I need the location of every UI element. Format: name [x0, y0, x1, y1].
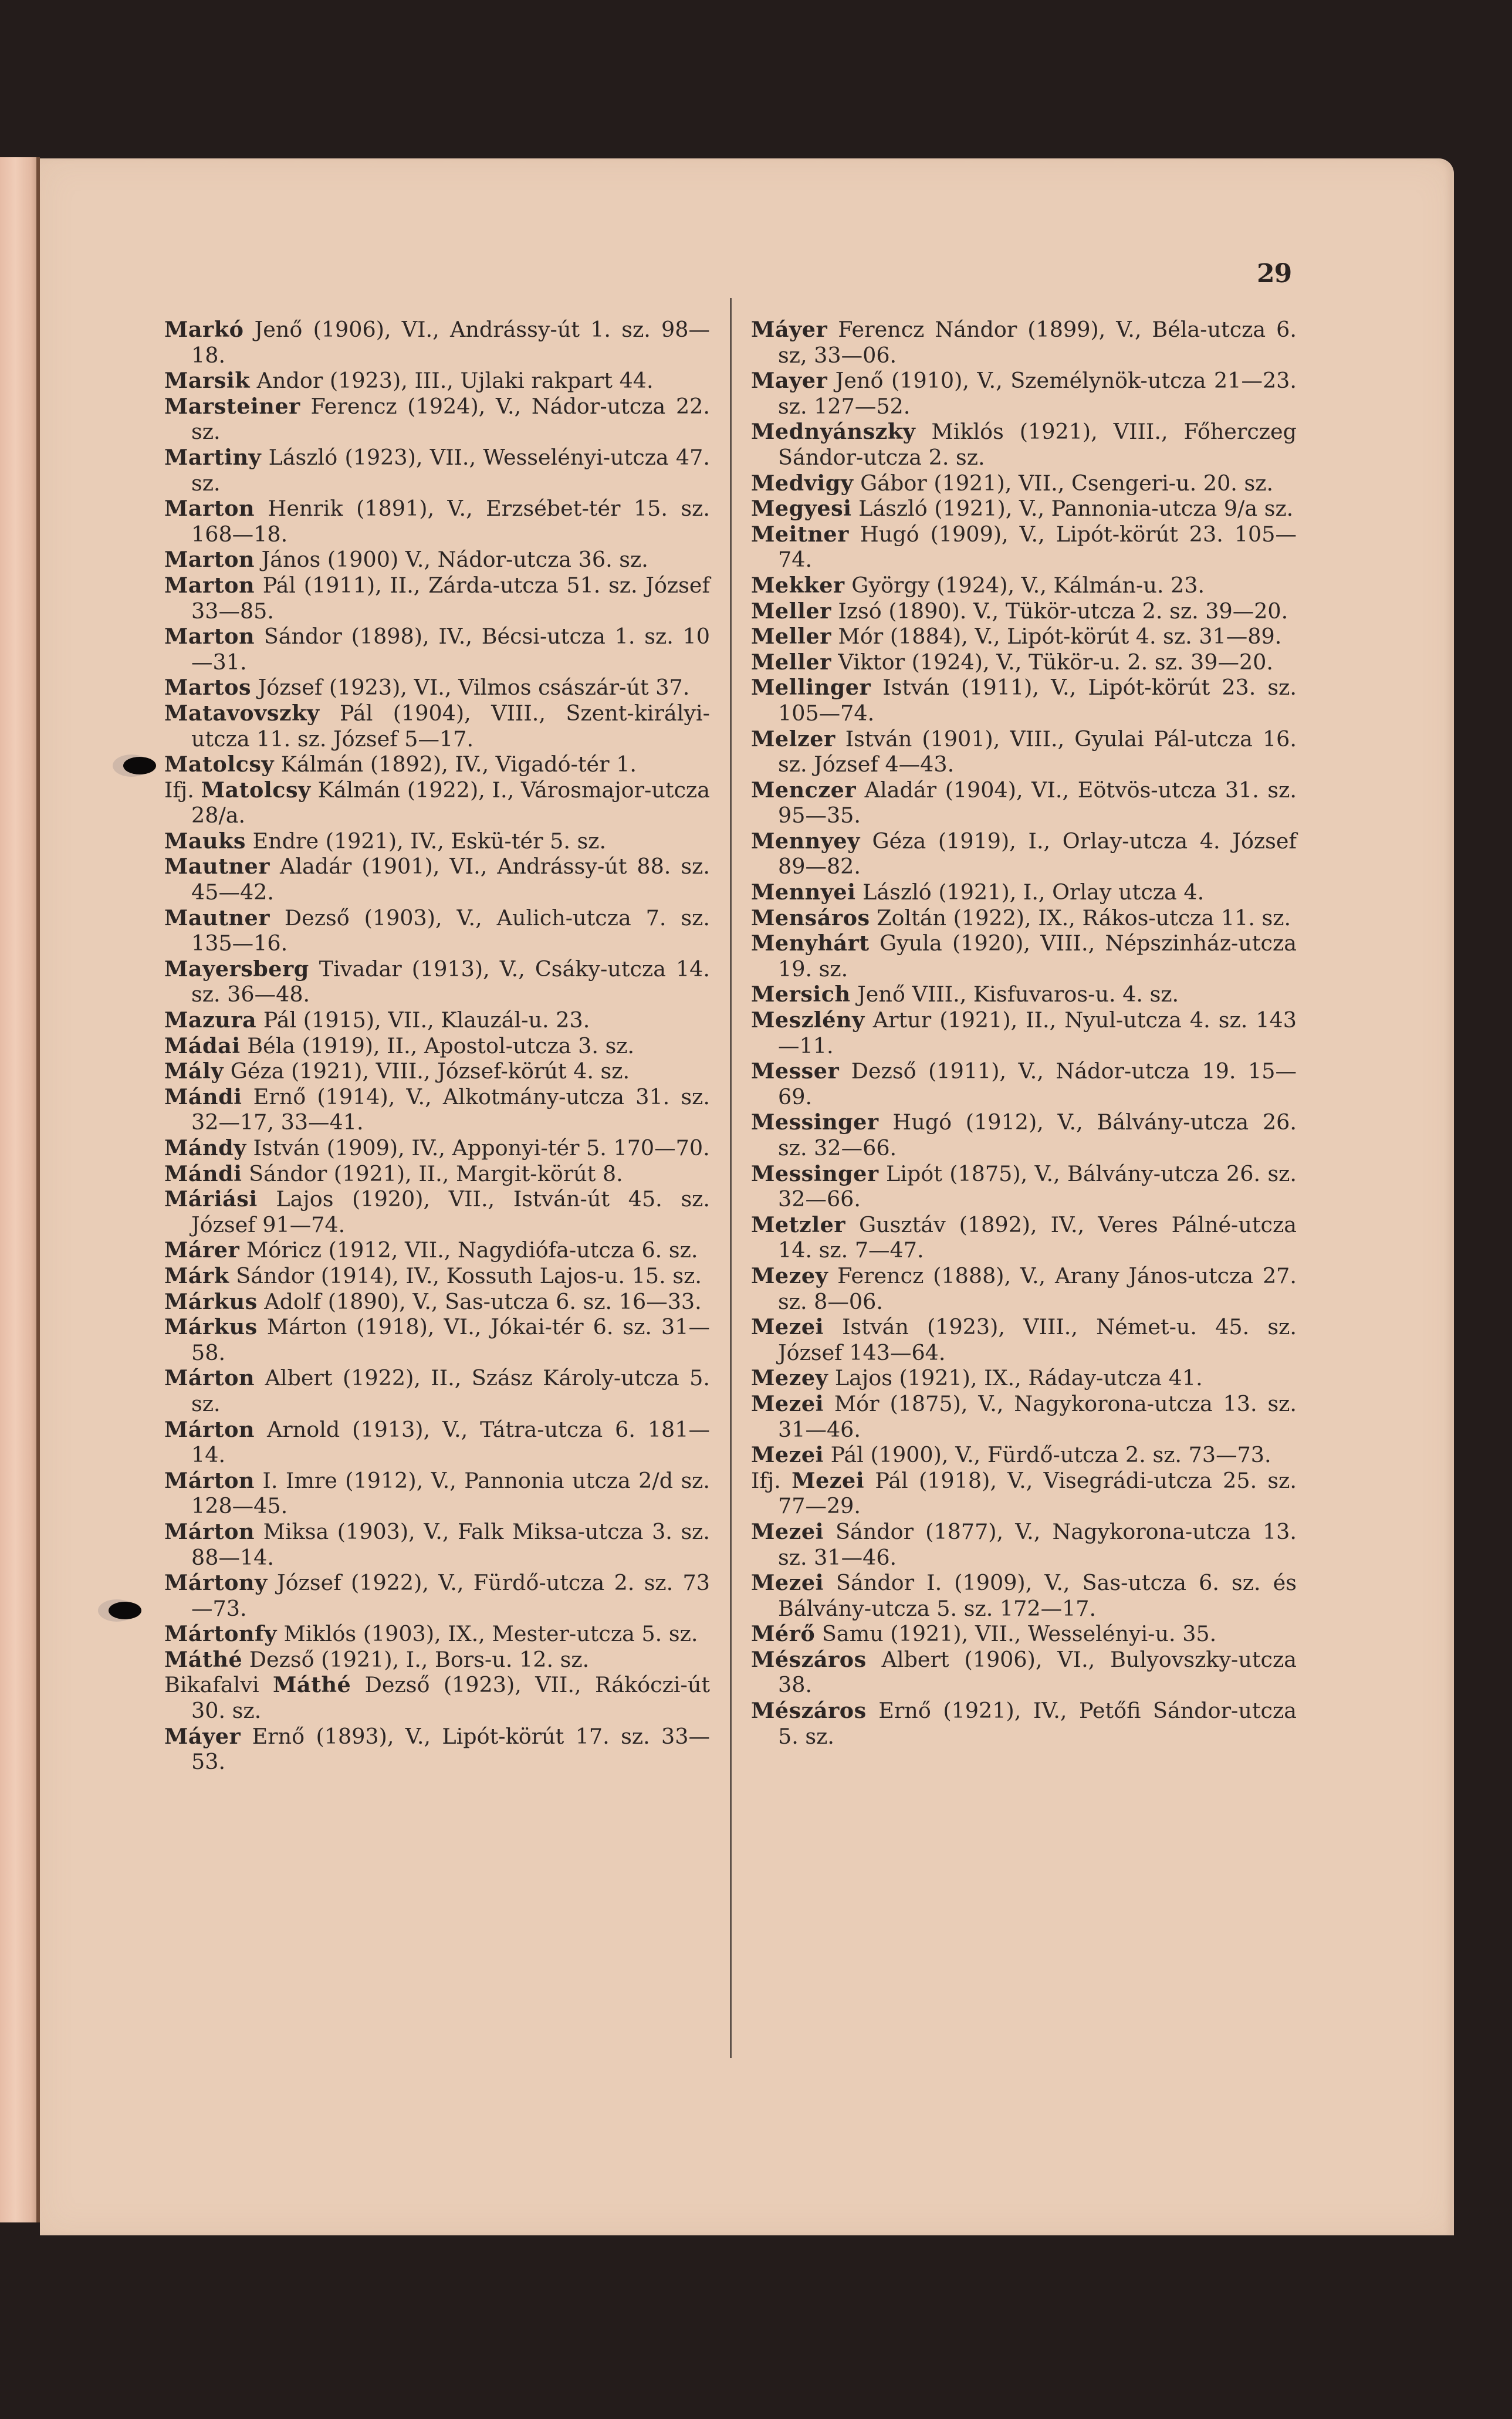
entry-details: Albert (1922), II., Szász Károly-utcza 5. sz. [191, 1365, 711, 1416]
entry-details: Ernő (1914), V., Alkotmány-utcza 31. sz. 32—17, 33—41. [191, 1084, 710, 1135]
entry-details: Kálmán (1892), IV., Vigadó-tér 1. [280, 752, 637, 777]
entry-details: Samu (1921), VII., Wesselényi-u. 35. [821, 1621, 1217, 1647]
directory-entry [164, 1519, 710, 1570]
entry-surname: Mensáros [751, 905, 870, 931]
entry-details: Miklós (1921), VIII., Főherczeg Sándor-utcza 2. sz. [778, 419, 1297, 470]
directory-entry [751, 522, 1297, 573]
entry-details: Dezső (1923), VII., Rákóczi-út 30. sz. [191, 1672, 711, 1724]
entry-details: István (1901), VIII., Gyulai Pál-utcza 16. sz. József 4—43. [778, 726, 1297, 777]
entry-surname: Mautner [164, 905, 270, 931]
entry-surname: Mándy [164, 1135, 246, 1161]
entry-details: Sándor I. (1909), V., Sas-utcza 6. sz. és Bálvány-utcza 5. sz. 172—17. [778, 1570, 1297, 1621]
directory-entry [164, 1314, 710, 1365]
directory-entry [751, 1263, 1297, 1314]
entry-details: László (1923), VII., Wesselényi-utcza 47. sz. [191, 444, 710, 496]
entry-surname: Mártony [164, 1570, 268, 1596]
entry-surname: Mezey [751, 1263, 828, 1288]
directory-entry [164, 905, 710, 956]
entry-surname: Mészáros [751, 1646, 867, 1672]
directory-entry [751, 879, 1297, 905]
entry-details: Artur (1921), II., Nyul-utcza 4. sz. 143—11. [778, 1007, 1297, 1058]
entry-surname: Mészáros [751, 1698, 867, 1724]
entry-details: Aladár (1901), VI., Andrássy-út 88. sz. 45—42. [191, 854, 710, 905]
entry-details: József (1923), VI., Vilmos császár-út 37. [258, 675, 690, 701]
binding-hole-top [123, 757, 156, 774]
entry-surname: Máriási [164, 1186, 258, 1212]
entry-details: Ferencz (1888), V., Arany János-utcza 27. sz. 8—06. [778, 1263, 1297, 1314]
directory-entry [164, 1186, 710, 1237]
entry-surname: Meitner [751, 521, 849, 547]
entry-details: I. Imre (1912), V., Pannonia utcza 2/d sz. 128—45. [191, 1467, 711, 1519]
directory-entry [164, 1570, 710, 1621]
directory-entry [751, 777, 1297, 828]
entry-surname: Menyhárt [751, 931, 870, 956]
entry-surname: Menczer [751, 777, 857, 803]
directory-entry [751, 419, 1297, 470]
directory-entry [751, 675, 1297, 726]
directory-entry [164, 394, 710, 445]
entry-details: Endre (1921), IV., Eskü-tér 5. sz. [252, 828, 607, 854]
directory-entry [164, 1621, 710, 1647]
entry-surname: Matavovszky [164, 700, 320, 726]
directory-entry [751, 624, 1297, 649]
entry-surname: Mersich [751, 982, 851, 1007]
entry-details: Adolf (1890), V., Sas-utcza 6. sz. 16—33. [264, 1288, 702, 1314]
entry-details: Pál (1904), VIII., Szent-királyi-utcza 11. sz. József 5—17. [191, 700, 710, 752]
directory-entry [751, 573, 1297, 598]
directory-entry [164, 1647, 710, 1673]
directory-entry [164, 445, 710, 496]
directory-entry [164, 854, 710, 905]
entry-details: Viktor (1924), V., Tükör-u. 2. sz. 39—20. [838, 649, 1274, 675]
directory-entry [164, 1468, 710, 1519]
entry-surname: Meller [751, 649, 831, 675]
entry-details: Jenő (1906), VI., Andrássy-út 1. sz. 98—18. [191, 317, 710, 368]
directory-entry [751, 317, 1297, 368]
entry-surname: Mayer [751, 368, 828, 394]
entry-surname: Mezei [751, 1314, 824, 1340]
directory-entry [164, 624, 710, 675]
directory-entry [751, 931, 1297, 982]
entry-surname: Mándi [164, 1161, 242, 1186]
entry-surname: Messinger [751, 1161, 879, 1186]
entry-surname: Messinger [751, 1109, 879, 1135]
entry-details: Zoltán (1922), IX., Rákos-utcza 11. sz. [877, 905, 1291, 931]
directory-entry [164, 1263, 710, 1289]
entry-surname: Metzler [751, 1212, 846, 1237]
entry-details: Géza (1921), VIII., József-körút 4. sz. [230, 1058, 630, 1084]
entry-surname: Mednyánszky [751, 419, 916, 445]
entry-details: Tivadar (1913), V., Csáky-utcza 14. sz. 36—48. [191, 956, 711, 1007]
entry-surname: Márton [164, 1365, 255, 1391]
directory-entry [164, 701, 710, 752]
entry-surname: Mérő [751, 1621, 816, 1647]
directory-entry [751, 982, 1297, 1007]
directory-entry [164, 1672, 710, 1723]
directory-entry [164, 1365, 710, 1416]
directory-entry [751, 598, 1297, 624]
entry-details: György (1924), V., Kálmán-u. 23. [851, 572, 1205, 598]
directory-entry [751, 649, 1297, 675]
entry-details: Albert (1906), VI., Bulyovszky-utcza 38. [778, 1646, 1297, 1698]
directory-entry [164, 496, 710, 547]
entry-surname: Márton [164, 1518, 255, 1544]
directory-entry [751, 1570, 1297, 1621]
entry-surname: Megyesi [751, 496, 852, 522]
directory-entry [751, 1109, 1297, 1161]
entry-details: Arnold (1913), V., Tátra-utcza 6. 181—14. [191, 1416, 710, 1468]
binding-hole-bottom [109, 1602, 141, 1619]
directory-entry [164, 1237, 710, 1263]
name-prefix: Bikafalvi [164, 1672, 259, 1698]
directory-entry [751, 496, 1297, 522]
entry-surname: Márk [164, 1263, 229, 1288]
entry-surname: Máyer [164, 1723, 241, 1749]
directory-entry [751, 1212, 1297, 1263]
entry-details: Miksa (1903), V., Falk Miksa-utcza 3. sz. 88—14. [191, 1518, 711, 1570]
column-divider [730, 298, 732, 2058]
entry-details: Lajos (1921), IX., Ráday-utcza 41. [834, 1365, 1203, 1391]
name-prefix: Ifj. [164, 777, 194, 803]
entry-details: Ferencz Nándor (1899), V., Béla-utcza 6. sz, 33—06. [778, 317, 1297, 368]
entry-surname: Mály [164, 1058, 224, 1084]
directory-entry [751, 1468, 1297, 1519]
entry-surname: Máyer [751, 317, 828, 342]
entry-details: Mór (1884), V., Lipót-körút 4. sz. 31—89. [838, 624, 1282, 649]
entry-surname: Meller [751, 598, 831, 624]
directory-entry [751, 1007, 1297, 1058]
directory-entry [164, 1289, 710, 1315]
directory-column-left [164, 317, 710, 1775]
entry-surname: Mayersberg [164, 956, 309, 982]
entry-details: Ferencz (1924), V., Nádor-utcza 22. sz. [191, 393, 710, 445]
entry-surname: Mezei [751, 1570, 824, 1596]
directory-entry [164, 1033, 710, 1059]
entry-details: István (1909), IV., Apponyi-tér 5. 170—70. [253, 1135, 710, 1161]
entry-surname: Máthé [164, 1646, 243, 1672]
entry-surname: Messer [751, 1058, 840, 1084]
directory-entry [751, 1621, 1297, 1647]
directory-entry [164, 828, 710, 854]
directory-entry [164, 752, 710, 777]
entry-details: Sándor (1914), IV., Kossuth Lajos-u. 15. sz. [236, 1263, 702, 1288]
entry-details: Jenő VIII., Kisfuvaros-u. 4. sz. [857, 982, 1179, 1007]
entry-details: László (1921), I., Orlay utcza 4. [862, 879, 1205, 905]
entry-surname: Matolcsy [201, 777, 311, 803]
entry-surname: Mekker [751, 572, 845, 598]
directory-entry [164, 675, 710, 701]
entry-surname: Melzer [751, 726, 836, 752]
directory-entry [751, 471, 1297, 496]
directory-column-right [751, 317, 1297, 1749]
entry-details: Henrik (1891), V., Erzsébet-tér 15. sz. 168—18. [191, 496, 710, 547]
entry-details: Móricz (1912, VII., Nagydiófa-utcza 6. sz. [246, 1237, 698, 1263]
entry-surname: Mauks [164, 828, 246, 854]
entry-details: Sándor (1877), V., Nagykorona-utcza 13. sz. 31—46. [778, 1518, 1297, 1570]
entry-details: Dezső (1911), V., Nádor-utcza 19. 15—69. [778, 1058, 1297, 1109]
entry-details: Ernő (1893), V., Lipót-körút 17. sz. 33—53. [191, 1723, 710, 1775]
entry-surname: Mezei [751, 1390, 824, 1416]
entry-surname: Mautner [164, 854, 270, 879]
entry-details: Lipót (1875), V., Bálvány-utcza 26. sz. 32—66. [778, 1161, 1297, 1212]
directory-entry [164, 1084, 710, 1135]
entry-details: János (1900) V., Nádor-utcza 36. sz. [261, 547, 648, 573]
entry-details: Márton (1918), VI., Jókai-tér 6. sz. 31—58. [191, 1314, 710, 1365]
entry-details: Hugó (1909), V., Lipót-körút 23. 105—74. [778, 521, 1297, 573]
entry-surname: Márton [164, 1467, 255, 1493]
entry-surname: Mellinger [751, 675, 871, 701]
entry-surname: Mártonfy [164, 1621, 277, 1647]
entry-details: László (1921), V., Pannonia-utcza 9/a sz. [858, 496, 1294, 522]
directory-entry [164, 573, 710, 624]
directory-entry [751, 1519, 1297, 1570]
directory-entry [751, 368, 1297, 419]
entry-details: Dezső (1921), I., Bors-u. 12. sz. [249, 1646, 590, 1672]
entry-surname: Marton [164, 547, 255, 573]
entry-surname: Márton [164, 1416, 255, 1442]
entry-details: István (1923), VIII., Német-u. 45. sz. József 143—64. [778, 1314, 1297, 1365]
entry-surname: Meller [751, 624, 831, 649]
entry-details: Miklós (1903), IX., Mester-utcza 5. sz. [283, 1621, 698, 1647]
entry-surname: Márkus [164, 1314, 258, 1340]
entry-surname: Marton [164, 496, 255, 522]
entry-surname: Márkus [164, 1288, 258, 1314]
name-prefix: Ifj. [751, 1467, 781, 1493]
directory-entry [751, 1058, 1297, 1109]
directory-entry [751, 1442, 1297, 1468]
entry-surname: Mazura [164, 1007, 257, 1033]
directory-entry [751, 1391, 1297, 1442]
entry-surname: Mezey [751, 1365, 828, 1391]
entry-details: Ernő (1921), IV., Petőfi Sándor-utcza 5. sz. [778, 1698, 1297, 1749]
directory-entry [164, 777, 710, 828]
entry-surname: Mezei [791, 1467, 865, 1493]
directory-entry [751, 905, 1297, 931]
entry-surname: Mezei [751, 1442, 824, 1468]
entry-surname: Meszlény [751, 1007, 865, 1033]
directory-entry [164, 368, 710, 394]
entry-details: Gyula (1920), VIII., Népszinház-utcza 19. sz. [778, 931, 1297, 982]
entry-surname: Máthé [273, 1672, 351, 1698]
directory-entry [751, 828, 1297, 879]
entry-details: Dezső (1903), V., Aulich-utcza 7. sz. 135—16. [191, 905, 710, 956]
entry-details: Lajos (1920), VII., István-út 45. sz. József 91—74. [191, 1186, 711, 1237]
page-number: 29 [1257, 259, 1292, 289]
directory-entry [751, 1314, 1297, 1365]
directory-entry [751, 726, 1297, 777]
directory-entry [751, 1647, 1297, 1698]
entry-surname: Mádai [164, 1033, 241, 1058]
entry-details: Andor (1923), III., Ujlaki rakpart 44. [256, 368, 654, 394]
entry-details: Pál (1918), V., Visegrádi-utcza 25. sz. 77—29. [778, 1467, 1297, 1519]
entry-details: Gusztáv (1892), IV., Veres Pálné-utcza 14. sz. 7—47. [778, 1212, 1297, 1263]
entry-details: Jenő (1910), V., Személynök-utcza 21—23. sz. 127—52. [778, 368, 1297, 419]
directory-entry [164, 1007, 710, 1033]
entry-surname: Matolcsy [164, 752, 275, 777]
entry-surname: Márer [164, 1237, 240, 1263]
entry-details: Kálmán (1922), I., Városmajor-utcza 28/a. [191, 777, 710, 828]
entry-surname: Medvigy [751, 470, 854, 496]
directory-entry [751, 1161, 1297, 1212]
entry-surname: Mezei [751, 1518, 824, 1544]
entry-surname: Mándi [164, 1084, 242, 1109]
directory-entry [751, 1365, 1297, 1391]
directory-entry [164, 1417, 710, 1468]
directory-entry [164, 547, 710, 573]
entry-surname: Markó [164, 317, 244, 342]
entry-details: József (1922), V., Fürdő-utcza 2. sz. 73—73. [191, 1570, 710, 1621]
entry-details: Béla (1919), II., Apostol-utcza 3. sz. [247, 1033, 635, 1058]
entry-surname: Marsteiner [164, 393, 300, 419]
directory-entry [164, 317, 710, 368]
entry-details: Sándor (1921), II., Margit-körút 8. [249, 1161, 623, 1186]
entry-details: Pál (1915), VII., Klauzál-u. 23. [263, 1007, 590, 1033]
entry-details: Gábor (1921), VII., Csengeri-u. 20. sz. [860, 470, 1274, 496]
entry-surname: Marton [164, 624, 255, 649]
directory-entry [164, 1058, 710, 1084]
directory-entry [164, 1161, 710, 1187]
directory-entry [164, 956, 710, 1007]
entry-details: Izsó (1890). V., Tükör-utcza 2. sz. 39—20. [838, 598, 1288, 624]
directory-entry [751, 1698, 1297, 1749]
entry-surname: Martos [164, 675, 252, 701]
entry-details: Pál (1900), V., Fürdő-utcza 2. sz. 73—73. [830, 1442, 1271, 1468]
entry-details: Pál (1911), II., Zárda-utcza 51. sz. József 33—85. [191, 572, 710, 624]
directory-entry [164, 1135, 710, 1161]
entry-details: Aladár (1904), VI., Eötvös-utcza 31. sz. 95—35. [778, 777, 1297, 828]
entry-details: Mór (1875), V., Nagykorona-utcza 13. sz. 31—46. [778, 1390, 1297, 1442]
entry-surname: Mennyei [751, 879, 856, 905]
directory-entry [164, 1724, 710, 1775]
entry-details: Hugó (1912), V., Bálvány-utcza 26. sz. 32—66. [778, 1109, 1297, 1161]
entry-details: István (1911), V., Lipót-körút 23. sz. 105—74. [778, 675, 1297, 726]
entry-details: Sándor (1898), IV., Bécsi-utcza 1. sz. 10—31. [191, 624, 711, 675]
entry-surname: Martiny [164, 444, 262, 470]
entry-surname: Mennyey [751, 828, 860, 854]
entry-surname: Marton [164, 572, 255, 598]
entry-surname: Marsik [164, 368, 250, 394]
entry-details: Géza (1919), I., Orlay-utcza 4. József 89—82. [778, 828, 1297, 879]
facing-page-edge [0, 157, 39, 2222]
